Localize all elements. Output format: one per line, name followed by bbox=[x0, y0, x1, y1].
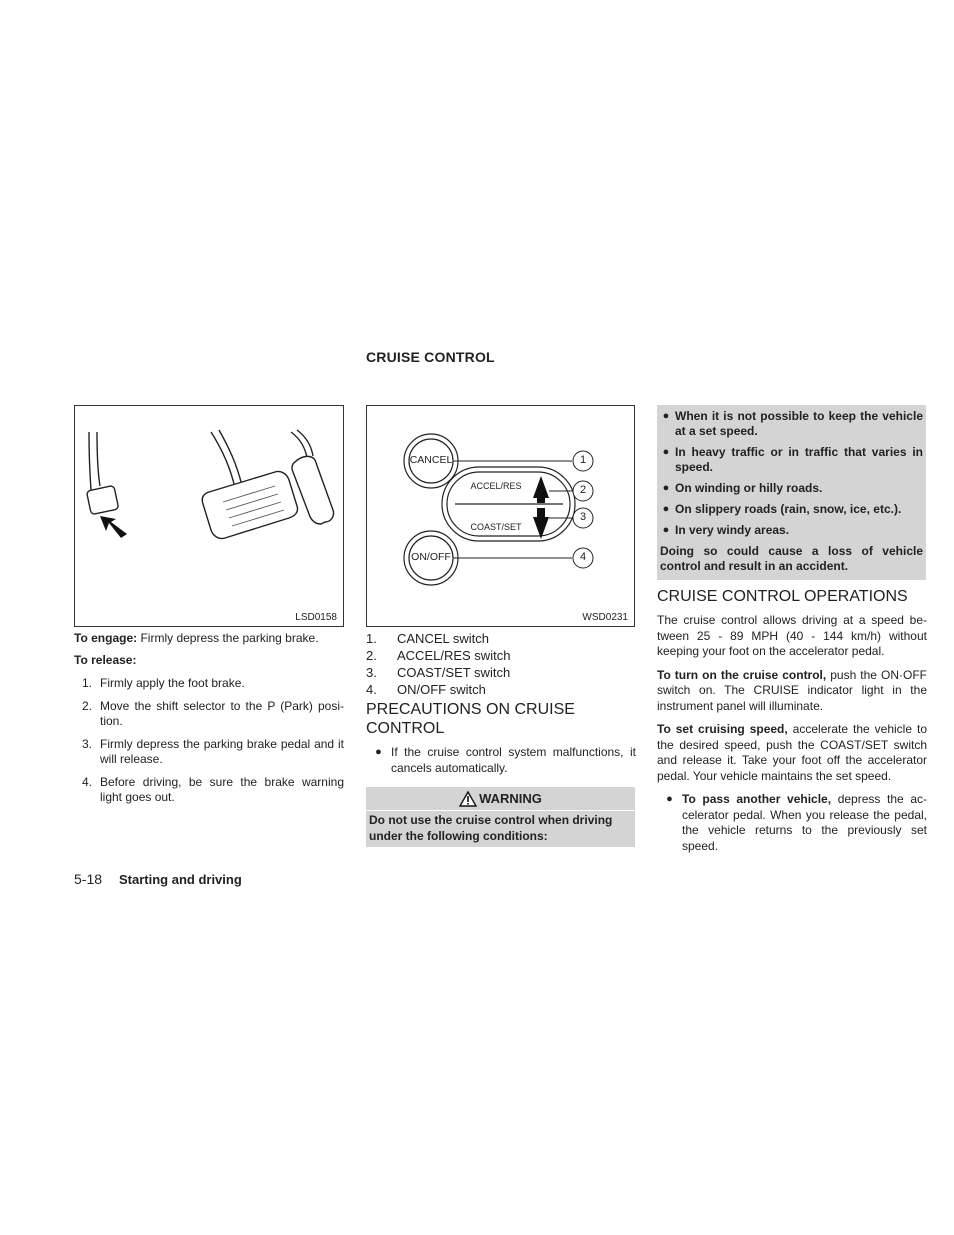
engage-text: Firmly depress the parking brake. bbox=[137, 631, 319, 645]
list-item: 1. Firmly apply the foot brake. bbox=[82, 676, 245, 690]
list-item: 3. COAST/SET switch bbox=[366, 665, 511, 680]
release-steps bbox=[74, 676, 344, 813]
conditions-box bbox=[657, 405, 926, 580]
section-title: CRUISE CONTROL bbox=[366, 349, 495, 365]
on-off-switch-label: ON/OFF bbox=[411, 551, 451, 563]
list-item: ● When it is not possible to keep the vehicle at a set speed. bbox=[657, 409, 923, 439]
bullet-icon: ● bbox=[666, 793, 673, 805]
list-item: ● In heavy traffic or in traffic that varies in speed. bbox=[657, 445, 923, 475]
warning-text: Do not use the cruise control when driving under the following conditions: bbox=[366, 811, 635, 847]
operations-body bbox=[657, 613, 927, 854]
precaution-bullet: ● If the cruise control system malfunctions, it cancels automatically. bbox=[366, 745, 636, 776]
list-item: 2. Move the shift selector to the P (Park) posi-tion. bbox=[82, 698, 344, 728]
cancel-switch-label: CANCEL bbox=[409, 454, 453, 466]
engage-paragraph bbox=[74, 631, 344, 647]
coast-set-switch-label: COAST/SET bbox=[470, 522, 522, 532]
list-item: 1. CANCEL switch bbox=[366, 631, 489, 646]
callout-2: 2 bbox=[579, 484, 587, 496]
cruise-switch-illustration bbox=[367, 406, 634, 626]
parking-brake-figure bbox=[74, 405, 344, 627]
bullet-icon: ● bbox=[662, 503, 670, 515]
conditions-result: Doing so could cause a loss of vehicle control and result in an accident. bbox=[660, 544, 923, 573]
warning-banner bbox=[366, 787, 635, 810]
callout-4: 4 bbox=[579, 551, 587, 563]
figure-code: LSD0158 bbox=[295, 612, 337, 623]
chapter-title: Starting and driving bbox=[119, 872, 242, 887]
bullet-icon: ● bbox=[662, 410, 670, 422]
turn-on-paragraph: To turn on the cruise control, push the ON·OFF switch on. The CRUISE indicator light in the instrument panel will illuminate. bbox=[657, 667, 927, 713]
callout-3: 3 bbox=[579, 511, 587, 523]
figure-code: WSD0231 bbox=[582, 612, 628, 623]
page-number: 5-18 bbox=[74, 871, 103, 887]
bullet-icon: ● bbox=[662, 446, 670, 458]
list-item: ● On winding or hilly roads. bbox=[657, 481, 923, 496]
list-item: 2. ACCEL/RES switch bbox=[366, 648, 511, 663]
pass-bullet: ● To pass another vehicle, depress the ac-celerator pedal. When you release the pedal, the vehicle returns to the previously set speed. bbox=[657, 792, 927, 854]
list-item: 4. ON/OFF switch bbox=[366, 682, 486, 697]
operations-heading: CRUISE CONTROL OPERATIONS bbox=[657, 588, 908, 605]
list-item: ● In very windy areas. bbox=[657, 523, 923, 538]
list-item: 4. Before driving, be sure the brake warning light goes out. bbox=[82, 774, 344, 804]
callout-1: 1 bbox=[579, 454, 587, 466]
release-label: To release: bbox=[74, 653, 137, 667]
operations-intro: The cruise control allows driving at a speed be-tween 25 - 89 MPH (40 - 144 km/h) without keeping your foot on the accelerator pedal. bbox=[657, 613, 927, 658]
bullet-icon: ● bbox=[662, 482, 670, 494]
warning-label: WARNING bbox=[479, 791, 542, 806]
cruise-switch-figure bbox=[366, 405, 635, 627]
list-item: 3. Firmly depress the parking brake pedal and it will release. bbox=[82, 736, 344, 766]
warning-triangle-icon bbox=[459, 791, 477, 807]
switch-list bbox=[366, 630, 636, 698]
set-speed-paragraph: To set cruising speed, accelerate the vehicle to the desired speed, push the COAST/SET switch and release it. Take your foot off the accelerator pedal. Your vehicle maintains the set speed. bbox=[657, 722, 927, 783]
accel-res-switch-label: ACCEL/RES bbox=[470, 481, 522, 491]
bullet-icon: ● bbox=[662, 524, 670, 536]
engage-label: To engage: bbox=[74, 631, 138, 645]
precautions-heading: PRECAUTIONS ON CRUISE CONTROL bbox=[366, 701, 575, 737]
bullet-icon: ● bbox=[375, 746, 382, 758]
parking-brake-illustration bbox=[75, 406, 343, 626]
list-item: ● On slippery roads (rain, snow, ice, etc.). bbox=[657, 502, 923, 517]
